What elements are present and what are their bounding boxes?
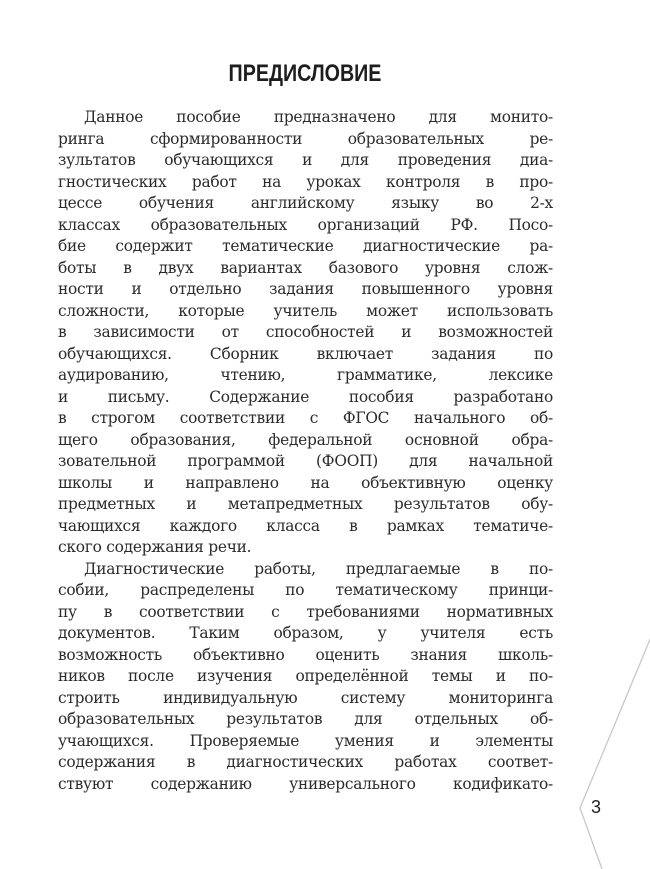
text-line: обучающихся. Сборник включает задания по	[58, 344, 553, 363]
text-line: зовательной программой (ФООП) для начальной	[58, 452, 553, 470]
text-line: в зависимости от способностей и возможностей	[58, 323, 553, 341]
text-line: ринга сформированности образовательных ре-	[58, 129, 553, 148]
text-line: ского содержания речи.	[58, 538, 252, 556]
text-line: и письму. Содержание пособия разработано	[58, 387, 553, 406]
text-line: Диагностические работы, предлагаемые в по-	[84, 559, 553, 578]
text-line: документов. Таким образом, у учителя есть	[58, 624, 553, 642]
text-line: зультатов обучающихся и для проведения диа-	[58, 151, 553, 169]
text-line: сложности, которые учитель может использовать	[58, 301, 553, 320]
text-line: школы и направлено на объективную оценку	[58, 473, 553, 492]
text-line: аудированию, чтению, грамматике, лексике	[58, 366, 553, 384]
text-line: возможность объективно оценить знания школь-	[58, 645, 553, 664]
text-line: строить индивидуальную систему мониторинга	[58, 688, 553, 707]
text-line: классах образовательных организаций РФ. Посо-	[58, 215, 553, 234]
text-line: пу в соответствии с требованиями нормативных	[58, 602, 553, 621]
text-line: бие содержит тематические диагностические ра-	[58, 237, 553, 255]
text-line: собии, распределены по тематическому принци-	[58, 581, 553, 599]
text-line: гностических работ на уроках контроля в про-	[58, 172, 553, 191]
text-line: Данное пособие предназначено для монито-	[84, 108, 553, 126]
text-line: цессе обучения английскому языку во 2-х	[58, 194, 553, 212]
text-line: ности и отдельно задания повышенного уровня	[58, 280, 553, 298]
text-line: образовательных результатов для отдельных об-	[58, 710, 553, 728]
page-title: ПРЕДИСЛОВИЕ	[228, 60, 382, 87]
text-line: ников после изучения определённой темы и по-	[58, 667, 553, 685]
page-number: 3	[591, 797, 602, 817]
text-line: щего образования, федеральной основной обра-	[58, 430, 553, 449]
text-line: учающихся. Проверяемые умения и элементы	[58, 731, 553, 750]
text-line: содержания в диагностических работах соответ-	[58, 753, 553, 771]
text-line: предметных и метапредметных результатов обу-	[58, 495, 553, 513]
text-line: ствуют содержанию универсального кодификато-	[58, 774, 553, 793]
text-line: в строгом соответствии с ФГОС начального об-	[58, 409, 553, 427]
text-line: чающихся каждого класса в рамках тематиче-	[58, 516, 553, 535]
text-line: боты в двух вариантах базового уровня слож-	[58, 258, 553, 277]
